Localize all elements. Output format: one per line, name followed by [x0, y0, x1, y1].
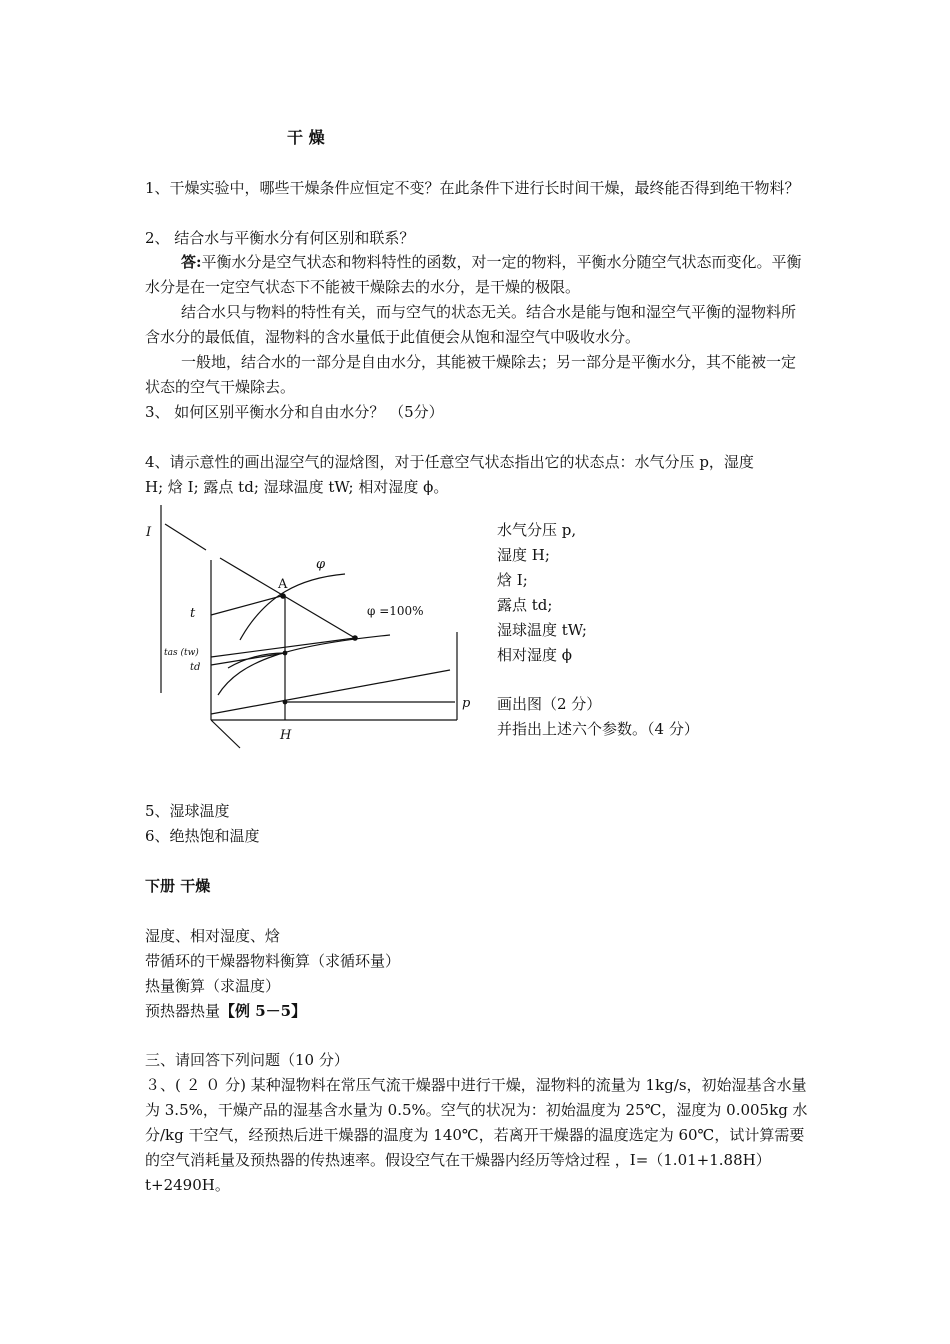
- topic-3: 热量衡算（求温度）: [145, 977, 281, 995]
- answer-label: 答:: [181, 253, 202, 271]
- question-4-line-1: 4、请示意性的画出湿空气的湿焓图，对于任意空气状态指出它的状态点：水气分压 p，湿度: [145, 453, 754, 471]
- question-3: 3、 如何区别平衡水分和自由水分？ （5分）: [145, 403, 444, 421]
- param-2: 湿度 H;: [497, 546, 550, 564]
- label-phi-100: φ =100%: [367, 604, 424, 618]
- dew-point-marker: [283, 651, 288, 656]
- adiabatic-saturation-point: [352, 635, 358, 641]
- question-6: 6、绝热饱和温度: [145, 827, 260, 845]
- answer-paragraph-2: 结合水只与物料的特性有关，而与空气的状态无关。结合水是能与饱和湿空气平衡的湿物料所含水分的最低值，湿物料的含水量低于此值便会从饱和湿空气中吸收水分。: [145, 303, 797, 346]
- enthalpy-line-bottom: [211, 720, 240, 748]
- enthalpy-line-top: [165, 524, 206, 550]
- param-3: 焓 I;: [497, 571, 528, 589]
- topic-1: 湿度、相对湿度、焓: [145, 927, 281, 945]
- answer-paragraph-1-text: 平衡水分是空气状态和物料特性的函数，对一定的物料，平衡水分随空气状态而变化。平衡水分是在一定空气状态下不能被干燥除去的水分，是干燥的极限。: [145, 253, 802, 296]
- isotherm-t: [211, 595, 285, 615]
- label-h: H: [280, 728, 292, 743]
- label-tas: tas (tw): [164, 648, 199, 658]
- scoring-1: 画出图（2 分）: [497, 695, 602, 713]
- isenthalpic-line: [220, 558, 355, 638]
- page-title: 干 燥: [287, 128, 325, 147]
- question-5: 5、湿球温度: [145, 802, 230, 820]
- param-4: 露点 td;: [497, 596, 553, 614]
- param-6: 相对湿度 ϕ: [497, 646, 572, 664]
- label-t: t: [190, 606, 196, 621]
- topic-4-prefix: 预热器热量: [145, 1002, 221, 1020]
- topic-4-example: 【例 5－5】: [220, 1002, 307, 1020]
- scoring-2: 并指出上述六个参数。（4 分）: [497, 720, 699, 738]
- topic-4: [145, 999, 306, 1023]
- topic-2: 带循环的干燥器物料衡算（求循环量）: [145, 952, 401, 970]
- state-point-a: [280, 593, 286, 599]
- question-2: 2、 结合水与平衡水分有何区别和联系？: [145, 229, 415, 247]
- problem-3: ３、( ２ ０ 分) 某种湿物料在常压气流干燥器中进行干燥，湿物料的流量为 1kg/s，初始湿基含水量为 3.5%，干燥产品的湿基含水量为 0.5%。空气的状况为：初始温度为 25℃，湿度为 0.005kg 水分/kg 干空气，经预热后进干燥器的温度为 140℃，若离开干燥器的温度选定为 60℃，试计算需要的空气消耗量及预热器的传热速率。假设空气在干燥器内经历等焓过程 ，I=（1.01+1.88H）t+2490H。: [145, 1076, 808, 1194]
- section-2-title: 下册 干燥: [145, 877, 211, 895]
- relative-humidity-curve: [240, 574, 345, 640]
- param-1: 水气分压 p,: [497, 521, 577, 539]
- vapor-pressure-marker: [283, 700, 288, 705]
- answer-paragraph-3: 一般地，结合水的一部分是自由水分，其能被干燥除去；另一部分是平衡水分，其不能被一定状态的空气干燥除去。: [145, 353, 797, 396]
- question-4-line-2: H; 焓 I; 露点 td; 湿球温度 tW; 相对湿度 ϕ。: [145, 478, 449, 496]
- part-3-heading: 三、请回答下列问题（10 分）: [145, 1051, 349, 1069]
- humidity-enthalpy-diagram: [140, 500, 490, 760]
- label-a: A: [278, 577, 288, 592]
- label-i: I: [146, 525, 152, 540]
- answer-paragraph-1: [145, 250, 810, 300]
- label-td: td: [190, 662, 201, 673]
- label-p: p: [462, 696, 471, 711]
- vapor-pressure-curve: [211, 670, 450, 714]
- param-5: 湿球温度 tW;: [497, 621, 587, 639]
- question-1: 1、干燥实验中，哪些干燥条件应恒定不变？在此条件下进行长时间干燥，最终能否得到绝干物料？: [145, 179, 800, 197]
- label-phi: φ: [316, 557, 326, 572]
